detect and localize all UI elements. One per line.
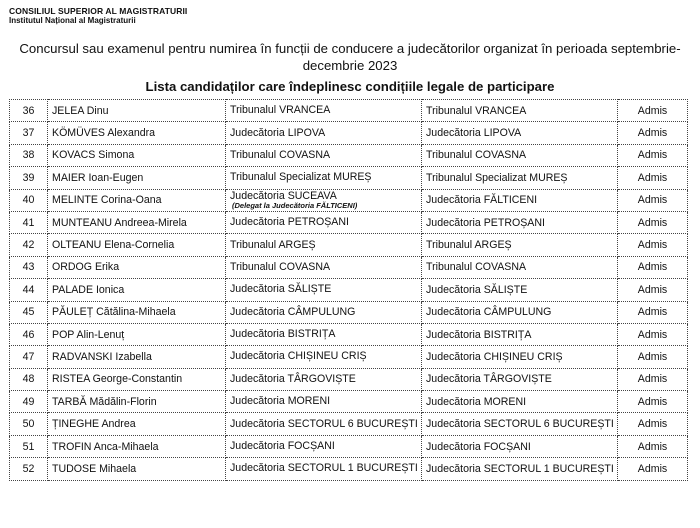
target-court: Judecătoria BISTRIȚA (422, 323, 618, 345)
row-number: 42 (10, 234, 48, 256)
table-row (10, 323, 688, 345)
delegation-note: (Delegat la Judecătoria FĂLTICENI) (232, 200, 358, 210)
current-court-cell (226, 458, 422, 480)
status-result: Admis (618, 458, 688, 480)
table-row (10, 435, 688, 457)
status-result: Admis (618, 346, 688, 368)
candidate-name: MELINTE Corina-Oana (48, 189, 226, 211)
current-court-cell (226, 323, 422, 345)
row-number: 50 (10, 413, 48, 435)
status-result: Admis (618, 211, 688, 233)
table-row (10, 458, 688, 480)
target-court: Tribunalul COVASNA (422, 256, 618, 278)
candidate-name: TUDOSE Mihaela (48, 458, 226, 480)
current-court: Judecătoria MORENI (230, 395, 331, 408)
document-title: Concursul sau examenul pentru numirea în funcții de conducere a judecătorilor organizat în perioada septembrie-decembrie 2023 (19, 41, 681, 73)
status-result: Admis (618, 435, 688, 457)
table-row (10, 189, 688, 211)
table-row (10, 346, 688, 368)
current-court-cell (226, 122, 422, 144)
table-row (10, 144, 688, 166)
status-result: Admis (618, 391, 688, 413)
row-number: 48 (10, 368, 48, 390)
candidate-name: TARBĂ Mădălin-Florin (48, 391, 226, 413)
target-court: Judecătoria LIPOVA (422, 122, 618, 144)
target-court: Tribunalul COVASNA (422, 144, 618, 166)
row-number: 47 (10, 346, 48, 368)
status-result: Admis (618, 323, 688, 345)
target-court: Tribunalul ARGEȘ (422, 234, 618, 256)
org-name: CONSILIUL SUPERIOR AL MAGISTRATURII (9, 6, 188, 16)
current-court-cell (226, 211, 422, 233)
candidate-name: PALADE Ionica (48, 279, 226, 301)
target-court: Judecătoria CÂMPULUNG (422, 301, 618, 323)
current-court-cell (226, 234, 422, 256)
status-result: Admis (618, 279, 688, 301)
row-number: 41 (10, 211, 48, 233)
candidate-name: KÖMÜVES Alexandra (48, 122, 226, 144)
status-result: Admis (618, 234, 688, 256)
target-court: Judecătoria FĂLTICENI (422, 189, 618, 211)
row-number: 36 (10, 100, 48, 122)
row-number: 49 (10, 391, 48, 413)
current-court: Judecătoria SECTORUL 1 BUCUREȘTI (230, 462, 418, 475)
current-court-cell (226, 279, 422, 301)
candidate-name: MUNTEANU Andreea-Mirela (48, 211, 226, 233)
candidate-name: RISTEA George-Constantin (48, 368, 226, 390)
current-court-cell (226, 346, 422, 368)
table-row (10, 301, 688, 323)
candidate-name: POP Alin-Lenuț (48, 323, 226, 345)
current-court: Judecătoria FOCȘANI (230, 440, 335, 453)
status-result: Admis (618, 144, 688, 166)
row-number: 52 (10, 458, 48, 480)
current-court: Tribunalul ARGEȘ (230, 238, 316, 251)
current-court: Judecătoria SUCEAVA (230, 189, 337, 202)
candidate-name: JELEA Dinu (48, 100, 226, 122)
current-court-cell (226, 413, 422, 435)
current-court-cell (226, 391, 422, 413)
status-result: Admis (618, 100, 688, 122)
current-court: Judecătoria PETROȘANI (230, 216, 349, 229)
table-row (10, 413, 688, 435)
current-court-cell (226, 167, 422, 189)
target-court: Judecătoria CHIȘINEU CRIȘ (422, 346, 618, 368)
table-row (10, 256, 688, 278)
row-number: 51 (10, 435, 48, 457)
current-court-cell (226, 100, 422, 122)
table-row (10, 234, 688, 256)
table-row (10, 122, 688, 144)
current-court: Judecătoria BISTRIȚA (230, 328, 336, 341)
status-result: Admis (618, 301, 688, 323)
target-court: Judecătoria SECTORUL 6 BUCUREȘTI (422, 413, 618, 435)
candidate-name: TROFIN Anca-Mihaela (48, 435, 226, 457)
current-court-cell (226, 368, 422, 390)
target-court: Judecătoria TÂRGOVIȘTE (422, 368, 618, 390)
status-result: Admis (618, 413, 688, 435)
current-court-cell (226, 256, 422, 278)
current-court: Judecătoria SĂLIȘTE (230, 283, 332, 296)
status-result: Admis (618, 122, 688, 144)
candidate-name: ORDOG Erika (48, 256, 226, 278)
list-title: Lista candidaților care îndeplinesc condițiile legale de participare (145, 79, 555, 94)
row-number: 40 (10, 189, 48, 211)
current-court-cell (226, 301, 422, 323)
table-row (10, 211, 688, 233)
target-court: Judecătoria FOCȘANI (422, 435, 618, 457)
target-court: Judecătoria SECTORUL 1 BUCUREȘTI (422, 458, 618, 480)
candidate-name: PĂULEȚ Cătălina-Mihaela (48, 301, 226, 323)
current-court-cell (226, 189, 422, 211)
target-court: Judecătoria MORENI (422, 391, 618, 413)
current-court: Judecătoria CÂMPULUNG (230, 305, 356, 318)
candidates-table-body (10, 100, 688, 481)
row-number: 37 (10, 122, 48, 144)
target-court: Judecătoria PETROȘANI (422, 211, 618, 233)
candidate-name: ȚINEGHE Andrea (48, 413, 226, 435)
row-number: 43 (10, 256, 48, 278)
target-court: Tribunalul Specializat MUREȘ (422, 167, 618, 189)
row-number: 38 (10, 144, 48, 166)
table-row (10, 100, 688, 122)
row-number: 44 (10, 279, 48, 301)
current-court: Judecătoria CHIȘINEU CRIȘ (230, 350, 367, 363)
current-court: Tribunalul VRANCEA (230, 104, 331, 117)
table-row (10, 368, 688, 390)
current-court-cell (226, 435, 422, 457)
status-result: Admis (618, 256, 688, 278)
current-court-cell (226, 144, 422, 166)
row-number: 46 (10, 323, 48, 345)
current-court: Tribunalul COVASNA (230, 148, 331, 161)
table-row (10, 391, 688, 413)
current-court: Judecătoria LIPOVA (230, 126, 326, 139)
current-court: Tribunalul COVASNA (230, 260, 331, 273)
candidate-name: OLTEANU Elena-Cornelia (48, 234, 226, 256)
candidate-name: KOVACS Simona (48, 144, 226, 166)
row-number: 39 (10, 167, 48, 189)
current-court: Judecătoria TÂRGOVIȘTE (230, 372, 356, 385)
status-result: Admis (618, 368, 688, 390)
table-row (10, 167, 688, 189)
document-header (9, 6, 187, 26)
table-row (10, 279, 688, 301)
target-court: Judecătoria SĂLIȘTE (422, 279, 618, 301)
current-court: Judecătoria SECTORUL 6 BUCUREȘTI (230, 417, 418, 430)
target-court: Tribunalul VRANCEA (422, 100, 618, 122)
institute-name: Institutul Național al Magistraturii (9, 16, 136, 25)
candidate-name: RADVANSKI Izabella (48, 346, 226, 368)
status-result: Admis (618, 167, 688, 189)
candidate-name: MAIER Ioan-Eugen (48, 167, 226, 189)
current-court: Tribunalul Specializat MUREȘ (230, 171, 372, 184)
row-number: 45 (10, 301, 48, 323)
status-result: Admis (618, 189, 688, 211)
candidates-table (9, 99, 688, 481)
